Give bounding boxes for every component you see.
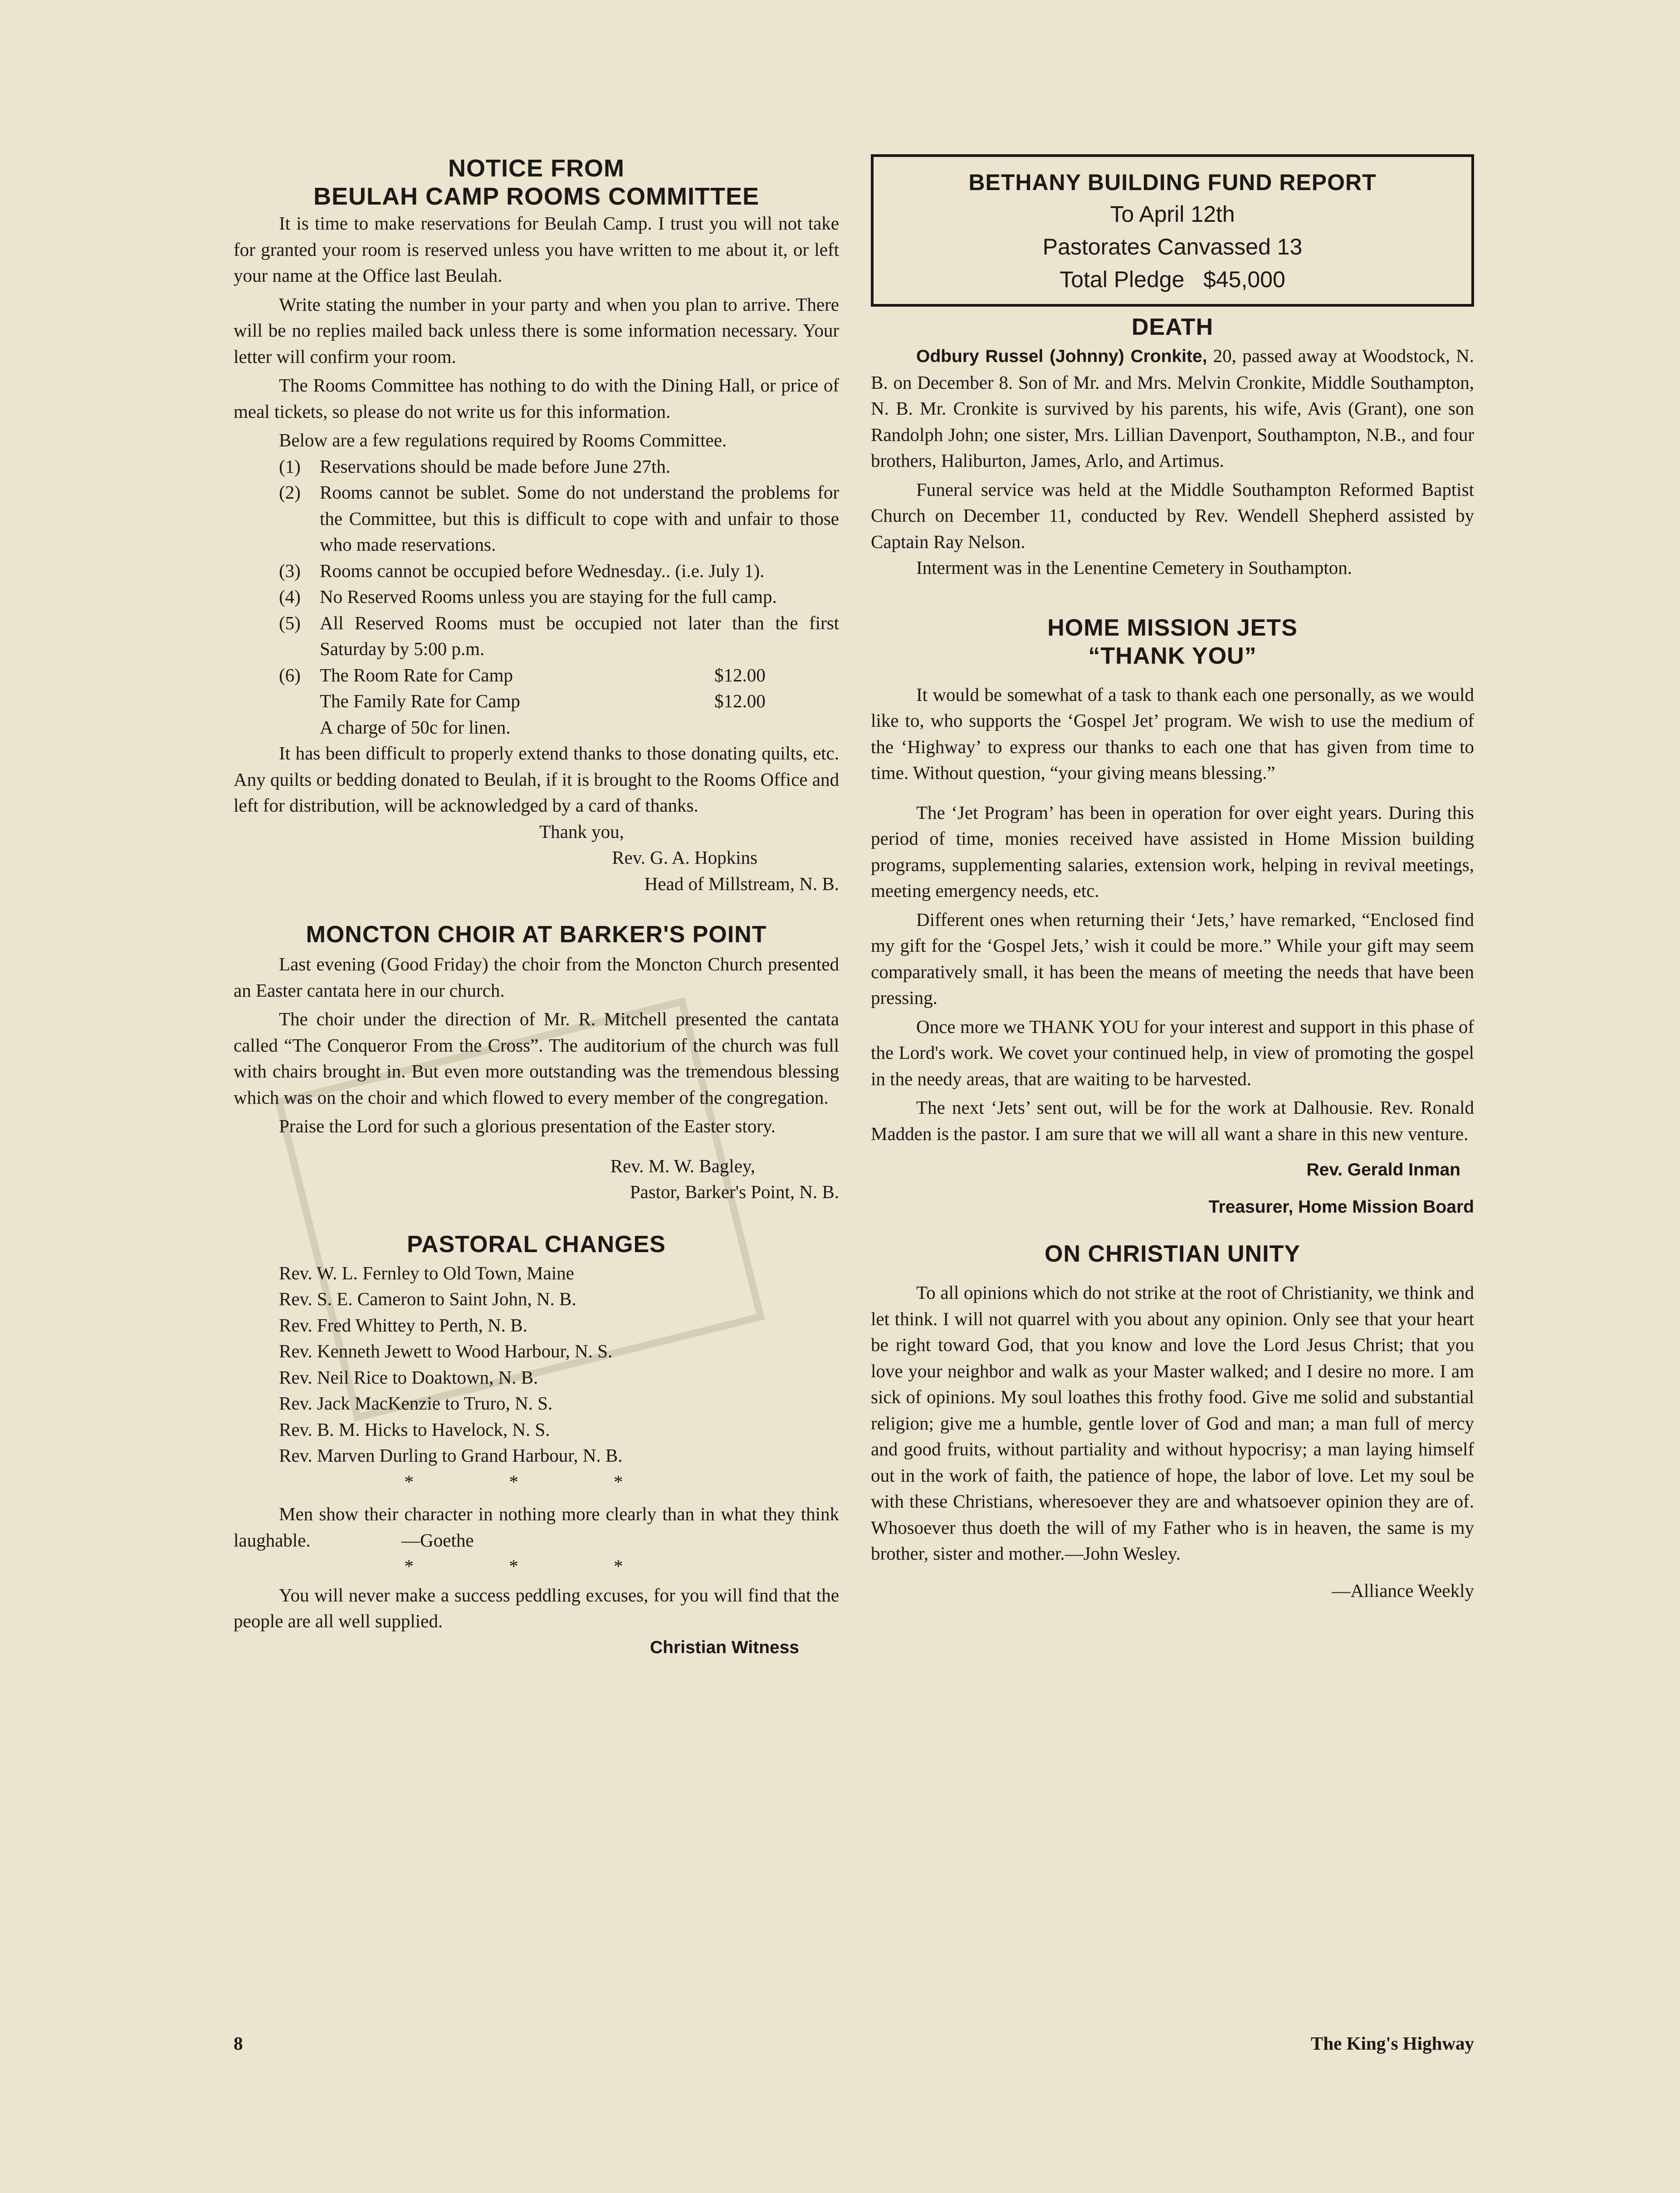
jets-signature-name: Rev. Gerald Inman — [1306, 1160, 1460, 1180]
pastoral-changes — [234, 1230, 839, 1661]
jets-paragraph: Different ones when returning their ‘Jets,’ have remarked, “Enclosed find my gift for the ‘Gospel Jets,’ wish it could be more.” While your gift may seem comparatively small, it has been the means of meeting the needs that have been pressing. — [871, 909, 1474, 1008]
pastoral-item: Rev. Kenneth Jewett to Wood Harbour, N. S. — [279, 1341, 613, 1361]
regulation-item: (4) No Reserved Rooms unless you are staying for the full camp. — [279, 586, 777, 607]
moncton-signature-place: Pastor, Barker's Point, N. B. — [630, 1181, 839, 1202]
quote-source: Christian Witness — [650, 1637, 799, 1657]
room-rate-value: $12.00 — [714, 664, 766, 685]
section-divider-stars: * * * — [404, 1471, 669, 1492]
goethe-attribution: —Goethe — [401, 1529, 474, 1551]
notice-paragraph: The Rooms Committee has nothing to do with the Dining Hall, or price of meal tickets, so please do not write us for this information. — [234, 375, 839, 422]
fund-date: To April 12th — [1110, 201, 1235, 227]
notice-paragraph: Write stating the number in your party and when you plan to arrive. There will be no replies mailed back unless there is some information necessary. Your letter will confirm your room. — [234, 294, 839, 367]
regulation-item-rate: (6) The Room Rate for Camp $12.00 — [234, 662, 839, 689]
unity-paragraph: To all opinions which do not strike at the root of Christianity, we think and let think. I will not quarrel with you about any opinion. Only see that your heart be right toward God, that you know and love the Lord Jesus Christ; that you love your neighbor and walk as your Master walked; and I desire no more. I am sick of opinions. My soul loathes this frothy food. Give me solid and substantial religion; give me a humble, gentle lover of God and man; a man full of mercy and good fruits, without partiality and without hypocrisy; a man laying himself out in the work of faith, the patience of hope, the labor of love. Let my soul be with these Christians, wheresoever they are and whatsoever opinion they are of. Whosoever thus doeth the will of my Father who is in heaven, the same is my brother, sister and mother.—John Wesley. — [871, 1282, 1474, 1564]
moncton-paragraph: Praise the Lord for such a glorious presentation of the Easter story. — [279, 1116, 776, 1136]
jets-heading-line1: HOME MISSION JETS — [1047, 614, 1298, 641]
pastoral-item: Rev. W. L. Fernley to Old Town, Maine — [279, 1262, 574, 1283]
christian-unity — [871, 1240, 1474, 1604]
regulation-item: (1) Reservations should be made before June 27th. — [279, 455, 671, 477]
notice-paragraph: It has been difficult to properly extend thanks to those donating quilts, etc. Any quilts or bedding donated to Beulah, if it is brought to the Rooms Office and left for distribution, will be acknowledged by a card of thanks. — [234, 743, 839, 816]
section-divider-stars: * * * — [404, 1556, 669, 1576]
pastoral-item: Rev. Jack MacKenzie to Truro, N. S. — [279, 1393, 553, 1414]
jets-paragraph: Once more we THANK YOU for your interest and support in this phase of the Lord's work. We covet your continued help, in view of promoting the gospel in the needy areas, that are waiting to be harvested. — [871, 1016, 1474, 1089]
death-paragraph: Interment was in the Lenentine Cemetery in Southampton. — [916, 557, 1352, 578]
jets-heading-line2: “THANK YOU” — [1088, 642, 1257, 669]
moncton-choir-article — [234, 920, 839, 1205]
fund-pastorates: Pastorates Canvassed 13 — [1042, 234, 1303, 259]
right-column — [871, 154, 1474, 1604]
home-mission-jets — [871, 614, 1474, 1220]
jets-paragraph: It would be somewhat of a task to thank each one personally, as we would like to, who supports the ‘Gospel Jet’ program. We wish to use the medium of the ‘Highway’ to express our thanks to each one that has given from time to time. Without question, “your giving means blessing.” — [871, 684, 1474, 783]
pastoral-item: Rev. B. M. Hicks to Havelock, N. S. — [279, 1419, 550, 1440]
notice-heading-line1: NOTICE FROM — [448, 155, 625, 182]
death-paragraph: Funeral service was held at the Middle Southampton Reformed Baptist Church on December 11, conducted by Rev. Wendell Shepherd assisted by Captain Ray Nelson. — [871, 479, 1474, 552]
signature-place: Head of Millstream, N. B. — [644, 873, 839, 894]
regulation-item: (3) Rooms cannot be occupied before Wednesday.. (i.e. July 1). — [279, 560, 765, 581]
death-paragraph: Odbury Russel (Johnny) Cronkite, 20, passed away at Woodstock, N. B. on December 8. Son of Mr. and Mrs. Melvin Cronkite, Middle Southampton, N. B. Mr. Cronkite is survived by his parents, his wife, Avis (Grant), one son Randolph John; one sister, Mrs. Lillian Davenport, Southampton, N.B., and four brothers, Haliburton, James, Arlo, and Artimus. — [871, 345, 1474, 471]
signature-name: Rev. G. A. Hopkins — [612, 847, 757, 868]
jets-signature-title: Treasurer, Home Mission Board — [1208, 1197, 1474, 1217]
publication-name: The King's Highway — [1311, 2033, 1474, 2054]
excuses-quote: You will never make a success peddling excuses, for you will find that the people are all well supplied. — [234, 1584, 839, 1631]
thanks-line: Thank you, — [539, 821, 624, 842]
moncton-heading: MONCTON CHOIR AT BARKER'S POINT — [306, 921, 767, 948]
moncton-signature-name: Rev. M. W. Bagley, — [610, 1155, 755, 1176]
notice-paragraph: Below are a few regulations required by Rooms Committee. — [279, 430, 727, 450]
page-number: 8 — [234, 2033, 243, 2054]
pastoral-item: Rev. Neil Rice to Doaktown, N. B. — [279, 1366, 538, 1388]
moncton-paragraph: Last evening (Good Friday) the choir from the Moncton Church presented an Easter cantata here in our church. — [234, 954, 839, 1001]
building-fund-box — [871, 154, 1474, 307]
jets-paragraph: The ‘Jet Program’ has been in operation for over eight years. During this period of time, monies received have assisted in Home Mission building programs, supplementing salaries, extension work, helping in revival meetings, meeting emergency needs, etc. — [871, 802, 1474, 901]
fund-total-pledge: Total Pledge $45,000 — [1060, 267, 1285, 292]
death-notice — [871, 313, 1474, 581]
regulation-item: (2) Rooms cannot be sublet. Some do not understand the problems for the Committee, but this is difficult to cope with and unfair to those who made reservations. — [279, 482, 839, 555]
jets-paragraph: The next ‘Jets’ sent out, will be for the work at Dalhousie. Rev. Ronald Madden is the pastor. I am sure that we will all want a share in this new venture. — [871, 1097, 1474, 1144]
goethe-quote: Men show their character in nothing more clearly than in what they think laughable. —Goethe — [234, 1503, 839, 1551]
moncton-paragraph: The choir under the direction of Mr. R. Mitchell presented the cantata called “The Conqueror From the Cross”. The auditorium of the church was full with chairs brought in. But even more outstanding was the tremendous blessing which was on the choir and which flowed to every member of the congregation. — [234, 1008, 839, 1108]
family-rate-value: $12.00 — [714, 690, 766, 711]
left-column — [234, 154, 839, 1660]
room-rate-label: The Room Rate for Camp — [320, 664, 513, 685]
rooms-committee-notice — [234, 154, 839, 897]
pastoral-heading: PASTORAL CHANGES — [407, 1231, 666, 1258]
family-rate-label: The Family Rate for Camp — [320, 690, 520, 711]
notice-paragraph: It is time to make reservations for Beulah Camp. I trust you will not take for granted your room is reserved unless you have written to me about it, or left your name at the Office last Beulah. — [234, 213, 839, 286]
pastoral-item: Rev. Fred Whittey to Perth, N. B. — [279, 1314, 527, 1336]
regulation-item: (5) All Reserved Rooms must be occupied not later than the first Saturday by 5:00 p.m. — [279, 612, 839, 659]
linen-charge: A charge of 50c for linen. — [320, 716, 511, 738]
death-heading: DEATH — [1131, 314, 1214, 340]
family-rate-row — [234, 688, 839, 715]
pastoral-item: Rev. Marven Durling to Grand Harbour, N. B. — [279, 1445, 623, 1466]
deceased-name: Odbury Russel (Johnny) Cronkite, — [916, 347, 1207, 366]
unity-heading: ON CHRISTIAN UNITY — [1045, 1241, 1300, 1267]
unity-source: —Alliance Weekly — [1332, 1580, 1474, 1601]
pastoral-item: Rev. S. E. Cameron to Saint John, N. B. — [279, 1288, 576, 1309]
notice-heading-line2: BEULAH CAMP ROOMS COMMITTEE — [313, 183, 759, 210]
fund-title: BETHANY BUILDING FUND REPORT — [968, 170, 1377, 195]
